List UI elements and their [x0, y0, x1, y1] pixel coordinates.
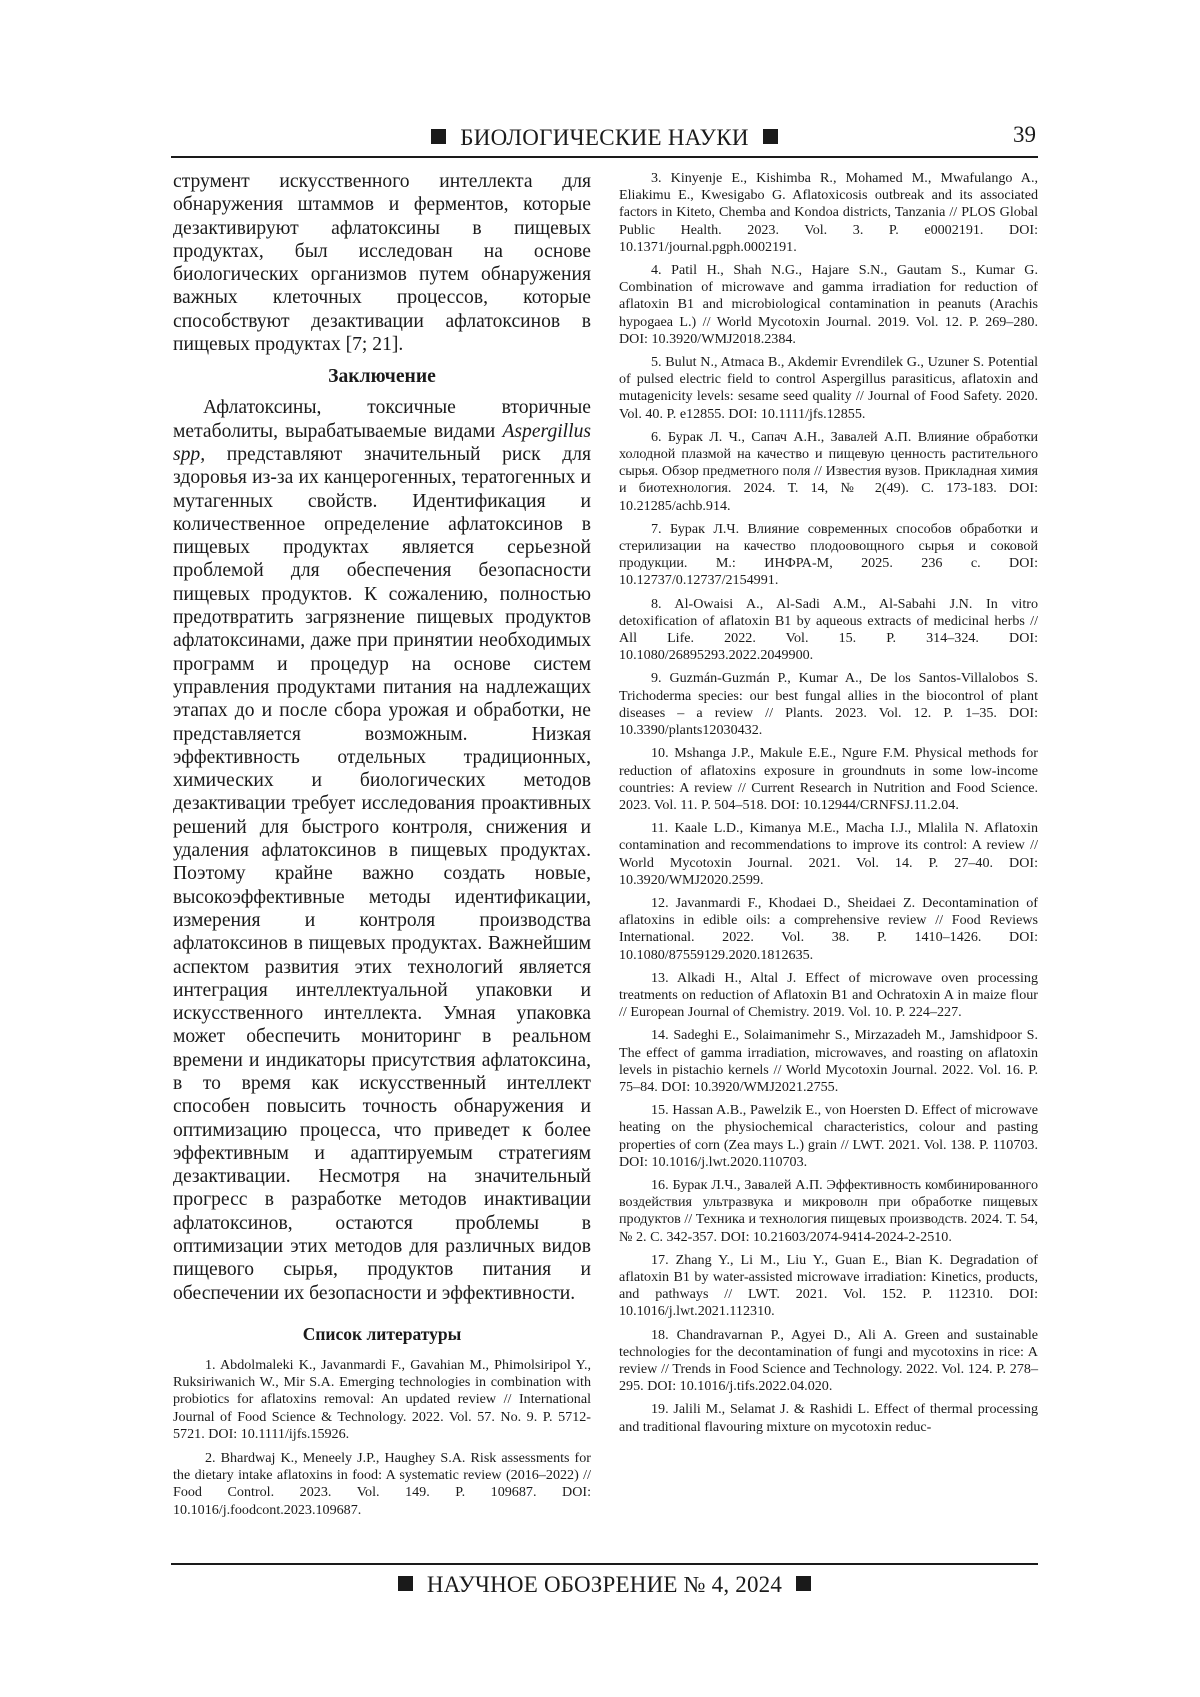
reference-item: 19. Jalili M., Selamat J. & Rashidi L. Effect of thermal processing and traditional flavouring mixture on mycotoxin reduc- — [619, 1401, 1038, 1435]
references-list-left — [173, 1357, 591, 1519]
running-footer — [171, 1563, 1038, 1598]
black-square-icon — [431, 129, 446, 144]
reference-item: 1. Abdolmaleki K., Javanmardi F., Gavahian M., Phimolsiripol Y., Ruksiriwanich W., Mir S.A. Emerging technologies in combination with probiotics for aflatoxins removal: An updated review // International Journal of Food Science & Technology. 2022. Vol. 57. No. 9. P. 5712-5721. DOI: 10.1111/ijfs.15926. — [173, 1356, 591, 1442]
reference-item: 9. Guzmán-Guzmán P., Kumar A., De los Santos-Villalobos S. Trichoderma species: our best fungal allies in the biocontrol of plant diseases – a review // Plants. 2023. Vol. 12. P. 1–35. DOI: 10.3390/plants12030432. — [619, 670, 1038, 739]
reference-item: 6. Бурак Л. Ч., Сапач А.Н., Завалей А.П. Влияние обработки холодной плазмой на качество и пищевую ценность растительного сырья. Обзор предметного поля // Известия вузов. Прикладная химия и биотехнология. 2024. Т. 14, № 2(49). С. 173-183. DOI: 10.21285/achb.914. — [619, 428, 1038, 514]
left-column — [173, 170, 591, 1526]
reference-item: 15. Hassan A.B., Pawelzik E., von Hoersten D. Effect of microwave heating on the physiochemical characteristics, colour and pasting properties of corn (Zea mays L.) grain // LWT. 2021. Vol. 138. P. 110703. DOI: 10.1016/j.lwt.2020.110703. — [619, 1102, 1038, 1170]
reference-item: 10. Mshanga J.P., Makule E.E., Ngure F.M. Physical methods for reduction of aflatoxins exposure in groundnuts in some low-income countries: A review // Current Research in Nutrition and Food Science. 2023. Vol. 11. P. 504–518. DOI: 10.12944/CRNFSJ.11.2.04. — [619, 745, 1038, 813]
continuation-paragraph: струмент искусственного интеллекта для обнаружения штаммов и ферментов, которые дезактивируют афлатоксины в пищевых продуктах, был исследован на основе биологических организмов путем обнаружения важных клеточных процессов, которые способствуют дезактивации афлатоксинов в пищевых продуктах [7; 21]. — [173, 171, 591, 356]
header-title-row — [171, 125, 1038, 151]
running-header — [171, 122, 1038, 158]
right-column — [619, 170, 1038, 1442]
conclusion-heading: Заключение — [328, 366, 436, 388]
references-list-right — [619, 170, 1038, 1436]
reference-item: 8. Al-Owaisi A., Al-Sadi A.M., Al-Sabahi J.N. In vitro detoxification of aflatoxin B1 by aqueous extracts of medicinal herbs // All Life. 2022. Vol. 15. P. 314–324. DOI: 10.1080/26895293.2022.2049900. — [619, 595, 1038, 664]
journal-issue: НАУЧНОЕ ОБОЗРЕНИЕ № 4, 2024 — [426, 1572, 783, 1597]
black-square-icon — [763, 129, 778, 144]
reference-item: 4. Patil H., Shah N.G., Hajare S.N., Gautam S., Kumar G. Combination of microwave and gamma irradiation for reduction of aflatoxin B1 and microbiological contamination in peanuts (Arachis hypogaea L.) // World Mycotoxin Journal. 2019. Vol. 12. P. 269–280. DOI: 10.3920/WMJ2018.2384. — [619, 262, 1038, 347]
section-title: БИОЛОГИЧЕСКИЕ НАУКИ — [460, 125, 749, 150]
reference-item: 5. Bulut N., Atmaca B., Akdemir Evrendilek G., Uzuner S. Potential of pulsed electric field to control Aspergillus parasiticus, aflatoxin and mutagenicity levels: sesame seed quality // Journal of Food Safety. 2020. Vol. 40. P. e12855. DOI: 10.1111/jfs.12855. — [619, 354, 1038, 422]
reference-item: 11. Kaale L.D., Kimanya M.E., Macha I.J., Mlalila N. Aflatoxin contamination and recommendations to improve its control: A review // World Mycotoxin Journal. 2021. Vol. 14. P. 27–40. DOI: 10.3920/WMJ2020.2599. — [619, 820, 1038, 888]
black-square-icon — [398, 1576, 413, 1591]
reference-item: 2. Bhardwaj K., Meneely J.P., Haughey S.A. Risk assessments for the dietary intake aflatoxins in food: A systematic review (2016–2022) // Food Control. 2023. Vol. 149. P. 109687. DOI: 10.1016/j.foodcont.2023.109687. — [173, 1449, 591, 1518]
reference-item: 3. Kinyenje E., Kishimba R., Mohamed M., Mwafulango A., Eliakimu E., Kwesigabo G. Aflatoxicosis outbreak and its associated factors in Kiteto, Chemba and Kondoa districts, Tanzania // PLOS Global Public Health. 2023. Vol. 3. P. e0002191. DOI: 10.1371/journal.pgph.0002191. — [619, 170, 1038, 255]
reference-item: 13. Alkadi H., Altal J. Effect of microwave oven processing treatments on reduction of Aflatoxin B1 and Ochratoxin A in maize flour // European Journal of Chemistry. 2019. Vol. 10. P. 224–227. — [619, 969, 1038, 1021]
reference-item: 7. Бурак Л.Ч. Влияние современных способов обработки и стерилизации на качество плодоовощного сырья и соковой продукции. М.: ИНФРА-М, 2025. 236 с. DOI: 10.12737/0.12737/2154991. — [619, 520, 1038, 589]
reference-item: 14. Sadeghi E., Solaimanimehr S., Mirzazadeh M., Jamshidpoor S. The effect of gamma irradiation, microwaves, and roasting on aflatoxin levels in pistachio kernels // World Mycotoxin Journal. 2022. Vol. 16. P. 75–84. DOI: 10.3920/WMJ2021.2755. — [619, 1027, 1038, 1095]
conclusion-text: представляют значительный риск для здоровья из-за их канцерогенных, тератогенных и мутагенных свойств. Идентификация и количественное определение афлатоксинов в пищевых продуктах является серьезной проблемой для обеспечения безопасности пищевых продуктов. К сожалению, полностью предотвратить загрязнение пищевых продуктов афлатоксинами, даже при принятии необходимых программ и процедур на основе систем управления продуктами питания на надлежащих этапах до и после сбора урожая и обработки, не представляется возможным. Низкая эффективность отдельных традиционных, химических и биологических методов дезактивации требует исследования проактивных решений для быстрого контроля, снижения и удаления афлатоксинов в пищевых продуктах. Поэтому крайне важно создать новые, высокоэффективные методы идентификации, измерения и контроля производства афлатоксинов в пищевых продуктах. Важнейшим аспектом развития этих технологий является интеграция интеллектуальной упаковки и искусственного интеллекта. Умная упаковка может обеспечить мониторинг в реальном времени и индикаторы присутствия афлатоксина, в то время как искусственный интеллект способен повысить точность обнаружения и оптимизацию процесса, что приведет к более эффективным и адаптируемым стратегиям дезактивации. Несмотря на значительный прогресс в разработке методов инактивации афлатоксинов, остаются проблемы в оптимизации этих методов для различных видов пищевого сырья, продуктов питания и обеспечении их безопасности и эффективности. — [173, 443, 591, 1304]
reference-item: 17. Zhang Y., Li M., Liu Y., Guan E., Bian K. Degradation of aflatoxin B1 by water-assisted microwave irradiation: Kinetics, products, and pathways // LWT. 2021. Vol. 152. P. 112310. DOI: 10.1016/j.lwt.2021.112310. — [619, 1251, 1038, 1320]
conclusion-paragraph — [173, 396, 591, 1305]
conclusion-lead: Афлатоксины, токсичные вторичные метаболиты, вырабатываемые видами — [173, 397, 591, 442]
reference-item: 18. Chandravarnan P., Agyei D., Ali A. Green and sustainable technologies for the decontamination of fungi and mycotoxins in rice: A review // Trends in Food Science and Technology. 2022. Vol. 124. P. 278–295. DOI: 10.1016/j.tifs.2022.04.020. — [619, 1326, 1038, 1395]
black-square-icon — [796, 1576, 811, 1591]
footer-row — [171, 1572, 1038, 1598]
page-number: 39 — [1013, 122, 1036, 147]
reference-item: 16. Бурак Л.Ч., Завалей А.П. Эффективность комбинированного воздействия ультразвука и микроволн при обработке пищевых продуктов // Техника и технология пищевых производств. 2024. Т. 54, № 2. С. 342-357. DOI: 10.21603/2074-9414-2024-2-2510. — [619, 1176, 1038, 1245]
references-heading: Список литературы — [302, 1323, 462, 1344]
reference-item: 12. Javanmardi F., Khodaei D., Sheidaei Z. Decontamination of aflatoxins in edible oils: a comprehensive review // Food Reviews International. 2022. Vol. 38. P. 1410–1426. DOI: 10.1080/87559129.2020.1812635. — [619, 894, 1038, 963]
species-name: Aspergillus spp, — [173, 420, 591, 465]
